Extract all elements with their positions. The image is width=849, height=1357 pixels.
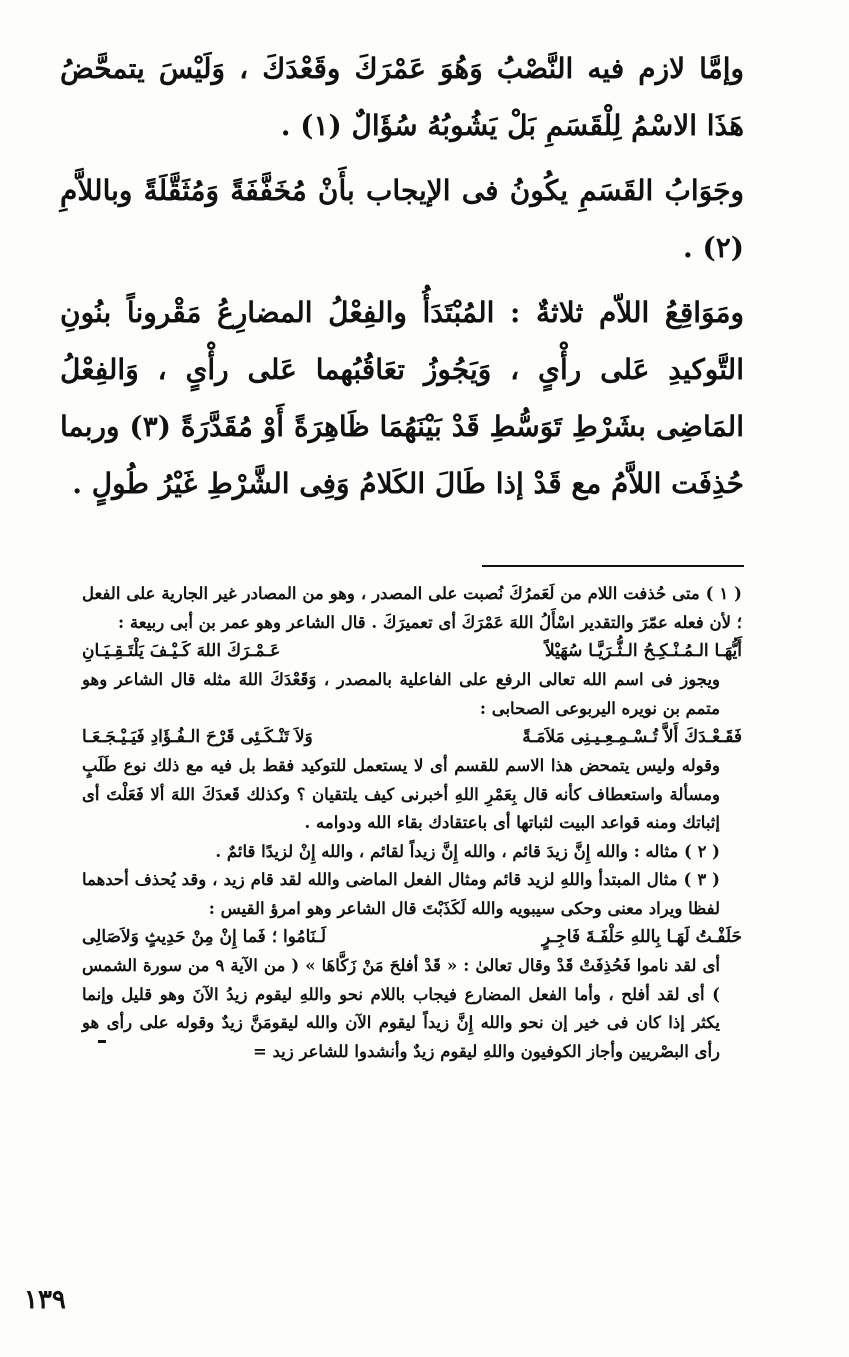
verse-1-second-hemistich: عَـمْـرَكَ اللهَ كَـيْـفَ يَلْتَـقِـيَـانِ xyxy=(82,641,281,661)
paragraph-3: ومَوَاقِعُ اللاّم ثلاثةٌ : المُبْتَدَأُ والفِعْلُ المضارِعُ مَقْروناً بنُونِ التَّوكيدِ عَلى رأْىٍ ، وَيَجُوزُ تعَاقُبُهما عَلى رأْىٍ ، وَالفِعْلُ المَاضِى بشَرْطِ تَوَسُّطِ قَدْ بَيْنَهُمَا ظَاهِرَةً أَوْ مُقَدَّرَةً (٣) وربما حُذِفَت اللاَّمُ مع قَدْ إذا طَالَ الكَلامُ وَفِى الشَّرْطِ غَيْرُ طُولٍ . xyxy=(60,296,744,500)
verse-3-first-hemistich: حَلَفْـتُ لَهَـا بِاللهِ حَلْفَـةَ فَاجِـرٍ xyxy=(541,927,742,947)
verse-1-first-hemistich: أَيُّهَـا الـمُـنْـكِـحُ الـثُّـرَيَّـا سُهَيْلاً xyxy=(545,641,742,661)
footnote-3-text: ( ٣ ) مثال المبتدأ واللهِ لزيد قائم ومثال الفعل الماضى والله لقد قام زيد ، وقد يُحذف أحدهما لفظا ويراد معنى وحكى سيبويه والله لَكَذَبْتَ قال الشاعر وهو امرؤ القيس : xyxy=(82,870,720,918)
footnote-separator xyxy=(482,565,744,567)
verse-2 xyxy=(82,723,742,752)
verse-2-first-hemistich: فَقَـعْـدَكَ أَلاَّ تُـسْـمِـعِـيـنِى مَلاَمَـةً xyxy=(522,727,742,747)
footnote-1-continued: ويجوز فى اسم الله تعالى الرفع على الفاعلية بالمصدر ، وَقَعْدَكَ اللهَ مثله قال الشاعر وهو متمم بن نويره اليربوعى الصحابى : xyxy=(82,670,720,718)
stray-mark xyxy=(98,1040,106,1043)
footnote-2-text: ( ٢ ) مثاله : والله إِنَّ زيدَ قائم ، والله إِنَّ زيداً لقائم ، والله إِنْ لزيدًا قائمٌ . xyxy=(215,841,720,861)
paragraph-1: وإمَّا لازم فيه النَّصْبُ وَهُوَ عَمْرَكَ وقَعْدَكَ ، وَلَيْسَ يتمحَّضُ هَذَا الاسْمُ لِلْقَسَمِ بَلْ يَشُوبُهُ سُؤَالٌ (١) . xyxy=(60,52,744,142)
page-number: ١٣٩ xyxy=(24,1285,66,1315)
footnote-3-continued: أى لقد ناموا فَحُذِفَتْ قَدْ وقال تعالىٰ : « قَدْ أفلحَ مَنْ زَكَّاهَا » ( من الآية ٩ من سورة الشمس ) أى لقد أفلح ، وأما الفعل المضارع فيجاب باللام نحو واللهِ ليقوم زيدُ الآنَ وهو قليل وإنما يكثر إذا كان فى خير إن نحو والله إِنَّ زيداً ليقوم الآن والله ليقومَنَّ زيدٌ وقوله على رأى هو رأى البصْريين وأجاز الكوفيون واللهِ ليقوم زيدٌ وأنشدوا للشاعر زيد = xyxy=(82,956,720,1061)
paragraph-2: وجَوَابُ القَسَمِ يكُونُ فى الإيجاب بأَنْ مُخَفَّفَةً وَمُثَقَّلَةً وباللاَّمِ (٢) . xyxy=(60,174,744,264)
footnotes xyxy=(82,580,742,1066)
verse-1 xyxy=(82,637,742,666)
verse-3 xyxy=(82,923,742,952)
footnote-1-explanation: وقوله وليس يتمحض هذا الاسم للقسم أى لا يستعمل للتوكيد فقط بل فيه مع ذلك نوع طَلَبٍ ومسألة واستعطاف كأنه قال بِعَمْرِ اللهِ أخبرنى كيف يلتقيان ؟ وكذلك قَعدَكَ اللهَ ألا فَعَلْتَ أى إثباتك ومنه قواعد البيت لثباتها أى باعتقادك بقاء الله ودوامه . xyxy=(82,756,720,832)
footnote-1-text: ( ١ ) متى حُذفت اللام من لَعَمرُكَ نُصبت على المصدر ، وهو من المصادر غير الجارية على الفعل ؛ لأن فعله عمّرَ والتقدير اسْأَلُ اللهَ عَمْرَكَ أى تعميرَكَ . قال الشاعر وهو عمر بن أبى ربيعة : xyxy=(82,584,742,632)
verse-3-second-hemistich: لَـنَامُوا ؛ فَما إِنْ مِنْ حَدِيثٍ وَلاَصَالِى xyxy=(82,927,327,947)
main-text xyxy=(60,40,744,512)
verse-2-second-hemistich: وَلاَ تَنْـكَـئِى قَرْحَ الـفُـؤَادِ فَيَـيْـجَـعَـا xyxy=(82,727,313,747)
